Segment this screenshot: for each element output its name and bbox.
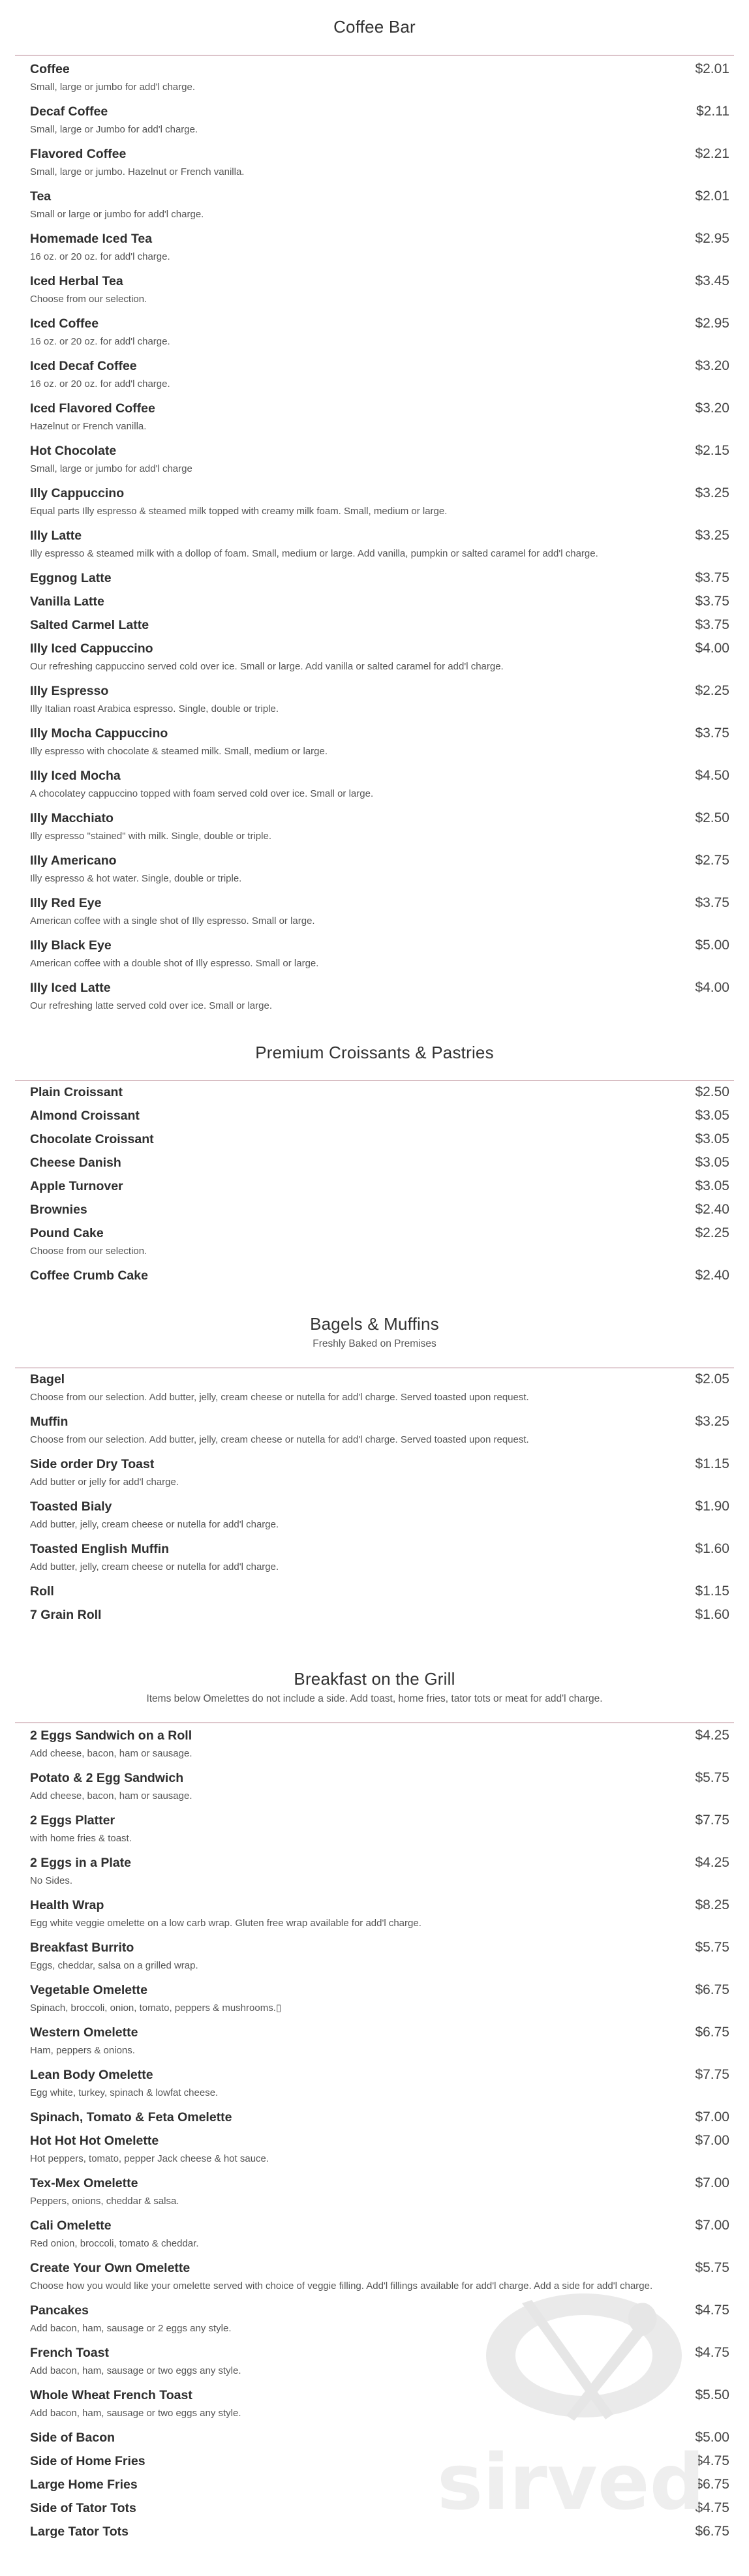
item-name: Illy Iced Latte: [30, 981, 111, 995]
item-name: Decaf Coffee: [30, 104, 108, 119]
item-price: $4.75: [695, 2303, 729, 2318]
item-name: Chocolate Croissant: [30, 1132, 154, 1146]
item-price: $2.40: [695, 1268, 729, 1283]
menu-item[interactable]: [0, 2109, 749, 2133]
item-price: $4.00: [695, 641, 729, 656]
menu-item[interactable]: [0, 104, 749, 146]
item-name: Side of Tator Tots: [30, 2501, 136, 2515]
item-price: $2.95: [695, 231, 729, 246]
item-price: $2.01: [695, 61, 729, 76]
item-description: Choose from our selection. Add butter, jelly, cream cheese or nutella for add'l charge. Served toasted upon request.: [30, 1434, 529, 1445]
item-description: Small or large or jumbo for add'l charge.: [30, 209, 204, 220]
menu-item[interactable]: [0, 1499, 749, 1541]
menu-item[interactable]: [0, 1584, 749, 1607]
item-price: $4.25: [695, 1728, 729, 1743]
item-price: $5.75: [695, 1940, 729, 1955]
menu-item[interactable]: [0, 231, 749, 273]
item-name: Iced Flavored Coffee: [30, 401, 155, 416]
item-name: Brownies: [30, 1203, 87, 1217]
item-description: Choose from our selection.: [30, 294, 147, 305]
menu-item[interactable]: [0, 726, 749, 768]
item-description: Our refreshing latte served cold over ice. Small or large.: [30, 1000, 272, 1011]
item-price: $5.00: [695, 2430, 729, 2445]
item-description: Spinach, broccoli, onion, tomato, peppers & mushrooms.▯: [30, 2002, 282, 2014]
item-name: Apple Turnover: [30, 1179, 123, 1193]
item-price: $3.75: [695, 594, 729, 609]
item-description: Choose how you would like your omelette served with choice of veggie filling. Add'l fillings available for add'l charge. Add a side for add'l charge.: [30, 2280, 653, 2292]
section-title: Breakfast on the Grill: [294, 1669, 455, 1689]
menu-item[interactable]: [0, 528, 749, 570]
item-name: Hot Hot Hot Omelette: [30, 2134, 159, 2148]
item-name: Lean Body Omelette: [30, 2068, 153, 2082]
watermark-text: sirved: [436, 2437, 705, 2527]
item-name: Vanilla Latte: [30, 594, 104, 609]
menu-item[interactable]: [0, 810, 749, 853]
menu-section: [0, 1041, 749, 1283]
section-subtitle: Items below Omelettes do not include a side. Add toast, home fries, tator tots or meat for add'l charge.: [146, 1693, 603, 1704]
item-name: Health Wrap: [30, 1898, 104, 1912]
item-name: Side of Home Fries: [30, 2454, 145, 2468]
item-price: $6.75: [695, 1982, 729, 1997]
item-description: Eggs, cheddar, salsa on a grilled wrap.: [30, 1960, 198, 1971]
item-description: Egg white, turkey, spinach & lowfat cheese.: [30, 2087, 219, 2098]
menu-item[interactable]: [0, 2025, 749, 2067]
menu-item[interactable]: [0, 1456, 749, 1499]
item-price: $3.75: [695, 726, 729, 741]
item-price: $8.25: [695, 1897, 729, 1912]
item-name: French Toast: [30, 2346, 109, 2360]
item-description: Add bacon, ham, sausage or two eggs any style.: [30, 2365, 241, 2376]
item-price: $2.15: [695, 443, 729, 458]
menu-item[interactable]: [0, 1897, 749, 1940]
item-price: $1.15: [695, 1456, 729, 1471]
item-name: 2 Eggs Sandwich on a Roll: [30, 1728, 192, 1743]
item-price: $2.40: [695, 1202, 729, 1217]
menu-item[interactable]: [0, 594, 749, 617]
menu-item[interactable]: [0, 273, 749, 316]
item-description: Illy espresso & hot water. Single, double or triple.: [30, 873, 242, 884]
item-price: $3.05: [695, 1108, 729, 1123]
item-price: $3.45: [695, 273, 729, 288]
menu-item[interactable]: [0, 1770, 749, 1813]
item-price: $3.25: [695, 528, 729, 543]
item-description: Add bacon, ham, sausage or 2 eggs any style.: [30, 2323, 232, 2334]
menu-item[interactable]: [0, 1178, 749, 1202]
menu-item[interactable]: [0, 1728, 749, 1770]
item-description: Equal parts Illy espresso & steamed milk topped with creamy milk foam. Small, medium or large.: [30, 506, 448, 517]
item-price: $4.50: [695, 768, 729, 783]
item-description: American coffee with a single shot of Illy espresso. Small or large.: [30, 915, 315, 927]
item-price: $1.90: [695, 1499, 729, 1514]
menu-item[interactable]: [0, 768, 749, 810]
item-name: Illy Macchiato: [30, 811, 114, 825]
item-price: $2.25: [695, 1225, 729, 1240]
item-description: Peppers, onions, cheddar & salsa.: [30, 2196, 179, 2207]
section-header: [0, 16, 749, 38]
item-name: Coffee Crumb Cake: [30, 1268, 148, 1283]
item-description: Add butter, jelly, cream cheese or nutella for add'l charge.: [30, 1561, 279, 1572]
item-name: Spinach, Tomato & Feta Omelette: [30, 2110, 232, 2124]
item-price: $3.05: [695, 1155, 729, 1170]
menu-item[interactable]: [0, 683, 749, 726]
menu-item[interactable]: [0, 2500, 749, 2524]
menu-item[interactable]: [0, 1225, 749, 1268]
menu-item[interactable]: [0, 1982, 749, 2025]
item-name: Illy Americano: [30, 853, 117, 868]
menu-item[interactable]: [0, 2345, 749, 2387]
menu-item[interactable]: [0, 358, 749, 401]
item-description: Small, large or jumbo for add'l charge.: [30, 82, 195, 93]
item-description: Illy espresso "stained" with milk. Single, double or triple.: [30, 831, 271, 842]
item-name: Illy Espresso: [30, 684, 109, 698]
item-price: $3.20: [695, 358, 729, 373]
item-name: Iced Decaf Coffee: [30, 359, 137, 373]
item-name: Roll: [30, 1584, 54, 1599]
item-description: with home fries & toast.: [30, 1833, 132, 1844]
item-description: Ham, peppers & onions.: [30, 2045, 135, 2056]
item-name: Plain Croissant: [30, 1085, 123, 1099]
item-name: Hot Chocolate: [30, 444, 117, 458]
item-name: Illy Mocha Cappuccino: [30, 726, 168, 741]
item-description: Choose from our selection. Add butter, jelly, cream cheese or nutella for add'l charge. Served toasted upon request.: [30, 1392, 529, 1403]
item-price: $2.50: [695, 810, 729, 825]
menu-item[interactable]: [0, 401, 749, 443]
item-description: Illy espresso with chocolate & steamed milk. Small, medium or large.: [30, 746, 328, 757]
item-name: Western Omelette: [30, 2025, 138, 2040]
item-description: Egg white veggie omelette on a low carb wrap. Gluten free wrap available for add'l charge.: [30, 1918, 421, 1929]
item-description: Add bacon, ham, sausage or two eggs any style.: [30, 2408, 241, 2419]
item-name: Almond Croissant: [30, 1109, 140, 1123]
menu-item[interactable]: [0, 1131, 749, 1155]
item-description: Illy espresso & steamed milk with a dollop of foam. Small, medium or large. Add vanilla, pumpkin or salted caramel for add'l charge.: [30, 548, 598, 559]
item-description: Choose from our selection.: [30, 1246, 147, 1257]
menu-item[interactable]: [0, 2477, 749, 2500]
menu-item[interactable]: [0, 1607, 749, 1631]
item-name: Eggnog Latte: [30, 571, 112, 585]
item-description: Add butter, jelly, cream cheese or nutella for add'l charge.: [30, 1519, 279, 1530]
item-name: Vegetable Omelette: [30, 1983, 147, 1997]
menu-item[interactable]: [0, 938, 749, 980]
item-name: Homemade Iced Tea: [30, 232, 153, 246]
item-name: 2 Eggs Platter: [30, 1813, 115, 1828]
item-price: $2.11: [696, 104, 729, 119]
item-price: $4.25: [695, 1855, 729, 1870]
item-price: $3.05: [695, 1178, 729, 1193]
menu-item[interactable]: [0, 617, 749, 641]
menu-item[interactable]: [0, 1202, 749, 1225]
item-description: Hazelnut or French vanilla.: [30, 421, 147, 432]
item-price: $7.00: [695, 2218, 729, 2233]
menu-item[interactable]: [0, 2387, 749, 2430]
item-description: 16 oz. or 20 oz. for add'l charge.: [30, 251, 170, 262]
item-name: Side of Bacon: [30, 2430, 115, 2445]
item-name: Potato & 2 Egg Sandwich: [30, 1771, 184, 1785]
item-name: 7 Grain Roll: [30, 1608, 102, 1622]
item-name: Bagel: [30, 1372, 65, 1387]
item-price: $7.75: [695, 1813, 729, 1828]
menu-item[interactable]: [0, 1372, 749, 1414]
menu-item[interactable]: [0, 189, 749, 231]
item-price: $2.75: [695, 853, 729, 868]
menu-item[interactable]: [0, 853, 749, 895]
item-name: Iced Coffee: [30, 316, 99, 331]
menu-item[interactable]: [0, 316, 749, 358]
menu-item[interactable]: [0, 895, 749, 938]
item-name: Pancakes: [30, 2303, 89, 2318]
section-title: Bagels & Muffins: [310, 1314, 439, 1334]
item-name: Tea: [30, 189, 52, 204]
menu-item[interactable]: [0, 146, 749, 189]
item-name: Large Home Fries: [30, 2477, 138, 2492]
item-price: $5.00: [695, 938, 729, 953]
item-price: $2.21: [695, 146, 729, 161]
section-header: [0, 1668, 749, 1706]
item-name: 2 Eggs in a Plate: [30, 1856, 131, 1870]
menu-item[interactable]: [0, 61, 749, 104]
item-description: Our refreshing cappuccino served cold over ice. Small or large. Add vanilla or salted caramel for add'l charge.: [30, 661, 504, 672]
section-subtitle: Freshly Baked on Premises: [313, 1338, 436, 1349]
item-price: $4.75: [695, 2453, 729, 2468]
item-price: $2.01: [695, 189, 729, 204]
item-price: $2.25: [695, 683, 729, 698]
menu-item[interactable]: [0, 2067, 749, 2109]
item-name: Toasted English Muffin: [30, 1542, 170, 1556]
item-name: Tex-Mex Omelette: [30, 2176, 138, 2190]
menu-item[interactable]: [0, 1813, 749, 1855]
menu-item[interactable]: [0, 2133, 749, 2175]
item-description: Add cheese, bacon, ham or sausage.: [30, 1748, 192, 1759]
item-price: $2.95: [695, 316, 729, 331]
item-name: Breakfast Burrito: [30, 1940, 134, 1955]
menu-item[interactable]: [0, 2303, 749, 2345]
item-name: Whole Wheat French Toast: [30, 2388, 192, 2402]
section-header: [0, 1041, 749, 1064]
menu-item[interactable]: [0, 2430, 749, 2453]
item-description: Small, large or jumbo for add'l charge: [30, 463, 192, 474]
item-price: $6.75: [695, 2524, 729, 2539]
item-price: $1.15: [695, 1584, 729, 1599]
menu-item[interactable]: [0, 641, 749, 683]
menu-item[interactable]: [0, 1108, 749, 1131]
item-description: Small, large or jumbo. Hazelnut or French vanilla.: [30, 166, 245, 177]
item-description: Illy Italian roast Arabica espresso. Single, double or triple.: [30, 703, 279, 714]
item-price: $1.60: [695, 1607, 729, 1622]
item-description: Hot peppers, tomato, pepper Jack cheese & hot sauce.: [30, 2153, 269, 2164]
menu-item[interactable]: [0, 1541, 749, 1584]
item-price: $1.60: [695, 1541, 729, 1556]
item-name: Illy Cappuccino: [30, 486, 125, 500]
item-price: $4.75: [695, 2345, 729, 2360]
item-description: Small, large or Jumbo for add'l charge.: [30, 124, 198, 135]
item-name: Toasted Bialy: [30, 1499, 112, 1514]
item-name: Coffee: [30, 62, 70, 76]
menu-item[interactable]: [0, 1855, 749, 1897]
item-price: $7.00: [695, 2133, 729, 2148]
item-name: Iced Herbal Tea: [30, 274, 123, 288]
item-description: 16 oz. or 20 oz. for add'l charge.: [30, 378, 170, 390]
menu-item[interactable]: [0, 1414, 749, 1456]
item-price: $5.75: [695, 2260, 729, 2275]
item-price: $3.05: [695, 1131, 729, 1146]
item-name: Side order Dry Toast: [30, 1457, 155, 1471]
item-price: $2.50: [695, 1084, 729, 1099]
item-price: $3.75: [695, 617, 729, 632]
item-description: Add butter or jelly for add'l charge.: [30, 1477, 179, 1488]
item-price: $4.00: [695, 980, 729, 995]
item-price: $3.25: [695, 1414, 729, 1429]
item-name: Illy Iced Mocha: [30, 769, 121, 783]
menu-item[interactable]: [0, 2175, 749, 2218]
item-price: $3.20: [695, 401, 729, 416]
menu-item[interactable]: [0, 570, 749, 594]
item-description: Add cheese, bacon, ham or sausage.: [30, 1790, 192, 1802]
item-price: $3.75: [695, 895, 729, 910]
section-header: [0, 1313, 749, 1351]
item-description: American coffee with a double shot of Illy espresso. Small or large.: [30, 958, 319, 969]
item-price: $6.75: [695, 2477, 729, 2492]
item-price: $7.00: [695, 2175, 729, 2190]
item-name: Cali Omelette: [30, 2218, 112, 2233]
item-name: Create Your Own Omelette: [30, 2261, 191, 2275]
item-price: $7.00: [695, 2109, 729, 2124]
item-name: Large Tator Tots: [30, 2524, 129, 2539]
item-price: $4.75: [695, 2500, 729, 2515]
item-description: A chocolatey cappuccino topped with foam served cold over ice. Small or large.: [30, 788, 374, 799]
item-name: Illy Red Eye: [30, 896, 102, 910]
item-name: Illy Latte: [30, 529, 82, 543]
item-price: $2.05: [695, 1372, 729, 1387]
menu-item[interactable]: [0, 443, 749, 485]
item-description: No Sides.: [30, 1875, 73, 1886]
item-price: $7.75: [695, 2067, 729, 2082]
section-title: Coffee Bar: [333, 17, 416, 37]
item-price: $3.25: [695, 485, 729, 500]
item-price: $3.75: [695, 570, 729, 585]
menu-section: [0, 1313, 749, 1622]
menu-item[interactable]: [0, 2453, 749, 2477]
section-title: Premium Croissants & Pastries: [255, 1043, 494, 1062]
item-name: Salted Carmel Latte: [30, 618, 149, 632]
menu-item[interactable]: [0, 485, 749, 528]
menu-item[interactable]: [0, 1155, 749, 1178]
item-name: Pound Cake: [30, 1226, 104, 1240]
menu-item[interactable]: [0, 1268, 749, 1291]
menu-item[interactable]: [0, 2260, 749, 2303]
item-price: $5.75: [695, 1770, 729, 1785]
item-description: Red onion, broccoli, tomato & cheddar.: [30, 2238, 199, 2249]
item-name: Cheese Danish: [30, 1156, 121, 1170]
item-name: Illy Iced Cappuccino: [30, 641, 153, 656]
menu-item[interactable]: [0, 980, 749, 1022]
item-price: $5.50: [695, 2387, 729, 2402]
item-name: Illy Black Eye: [30, 938, 112, 953]
menu-item[interactable]: [0, 1940, 749, 1982]
menu-section: [0, 16, 749, 1011]
menu-item[interactable]: [0, 1084, 749, 1108]
item-name: Muffin: [30, 1415, 69, 1429]
item-price: $6.75: [695, 2025, 729, 2040]
menu-item[interactable]: [0, 2524, 749, 2547]
item-name: Flavored Coffee: [30, 147, 127, 161]
item-description: 16 oz. or 20 oz. for add'l charge.: [30, 336, 170, 347]
menu-item[interactable]: [0, 2218, 749, 2260]
